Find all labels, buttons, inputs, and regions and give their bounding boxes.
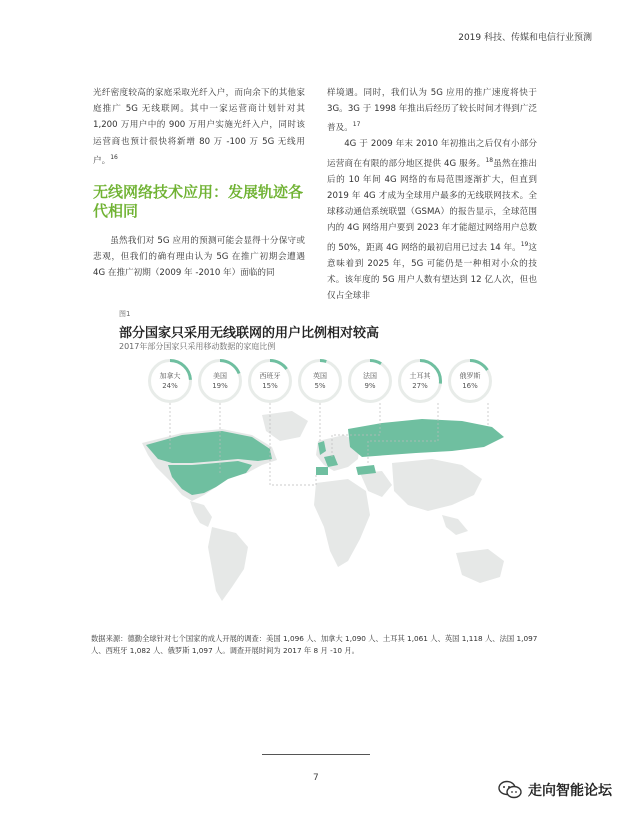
- country-name: 俄罗斯: [459, 372, 481, 380]
- bubble-progress-arc: [148, 359, 192, 403]
- country-value: 27%: [412, 382, 428, 390]
- country-value: 16%: [462, 382, 478, 390]
- map-russia: [348, 419, 504, 457]
- country-bubble: [148, 359, 192, 403]
- figure-label: 图1: [119, 310, 131, 318]
- watermark-text: 走向智能论坛: [528, 783, 612, 799]
- map-spain: [316, 467, 328, 475]
- footnote-ref: 18: [485, 156, 494, 164]
- footnote-ref: 17: [352, 121, 361, 129]
- right-paragraph-1: 样境遇。同时，我们认为 5G 应用的推广速度将快于 3G。3G 于 1998 年推出后经历了较长时间才得到广泛普及。$^{17}$: [327, 88, 537, 134]
- country-value: 19%: [212, 382, 228, 390]
- country-bubble: [198, 359, 242, 403]
- country-value: 5%: [314, 382, 326, 390]
- footer-rule: [262, 754, 370, 755]
- country-bubble: [298, 359, 342, 403]
- bubble-progress-arc: [348, 359, 392, 403]
- watermark: [498, 780, 612, 800]
- left-paragraph-1: 光纤密度较高的家庭采取光纤入户，而向余下的其他家庭推广 5G 无线联网。其中一家运营商计划针对其 1,200 万用户中的 900 万用户实施光纤入户，同时该运营商也预计很快将新增 80 万 -100 万 5G 无线用户。$^{16}$: [93, 88, 305, 166]
- bubble-progress-arc: [298, 359, 342, 403]
- country-value: 24%: [162, 382, 178, 390]
- country-name: 加拿大: [159, 372, 181, 380]
- country-bubble: [248, 359, 292, 403]
- running-header: 2019 科技、传媒和电信行业预测: [458, 33, 592, 43]
- figure-title: 部分国家只采用无线联网的用户比例相对较高: [119, 326, 380, 341]
- country-bubble: [398, 359, 442, 403]
- country-name: 土耳其: [409, 372, 431, 380]
- right-column: [327, 85, 537, 304]
- figure-subtitle: 2017年部分国家只采用移动数据的家庭比例: [119, 342, 276, 351]
- source-note: 数据来源：德勤全球针对七个国家的成人开展的调查：美国 1,096 人、加拿大 1,090 人、土耳其 1,061 人、英国 1,118 人、法国 1,097 人、西班牙 1,082 人、俄罗斯 1,097 人。调查开展时间为 2017 年 8 月 -10 月。: [91, 634, 538, 655]
- bubble-progress-arc: [248, 359, 292, 403]
- country-bubble: [448, 359, 492, 403]
- right-paragraph-2: 4G 于 2009 年末 2010 年初推出之后仅有小部分运营商在有限的部分地区提供 4G 服务。$^{18}$虽然在推出后的 10 年间 4G 网络的布局范围逐渐扩大，但直到 2019 年 4G 才成为全球用户最多的无线联网技术。全球移动通信系统联盟（GSMA）的报告显示，全球范围内的 4G 网络用户要到 2023 年才能超过网络用户总数的 50%，距离 4G 网络的最初启用已过去 14 年。$^{19}$这意味着到 2025 年，5G 可能仍是一种相对小众的技术。该年度的 5G 用户人数有望达到 12 亿人次，但也仅占全球非: [327, 139, 537, 302]
- country-bubbles: [112, 355, 532, 415]
- bubble-progress-arc: [198, 359, 242, 403]
- country-name: 法国: [363, 372, 377, 380]
- country-name: 英国: [313, 372, 327, 380]
- wechat-icon: [498, 780, 522, 800]
- page-number: 7: [313, 773, 319, 783]
- world-map-figure: [112, 355, 532, 615]
- left-column: [93, 85, 305, 281]
- country-value: 15%: [262, 382, 278, 390]
- country-value: 9%: [364, 382, 376, 390]
- section-title: 无线网络技术应用：发展轨迹各代相同: [93, 182, 304, 220]
- footnote-ref: 16: [110, 153, 118, 161]
- bubble-progress-arc: [398, 359, 442, 403]
- footnote-ref: 19: [520, 240, 529, 248]
- country-name: 美国: [213, 372, 227, 380]
- country-name: 西班牙: [259, 372, 281, 380]
- left-paragraph-2: 虽然我们对 5G 应用的预测可能会显得十分保守或悲观，但我们的确有理由认为 5G 在推广初期会遭遇 4G 在推广初期（2009 年 -2010 年）面临的同: [93, 235, 305, 279]
- country-bubble: [348, 359, 392, 403]
- bubble-progress-arc: [448, 359, 492, 403]
